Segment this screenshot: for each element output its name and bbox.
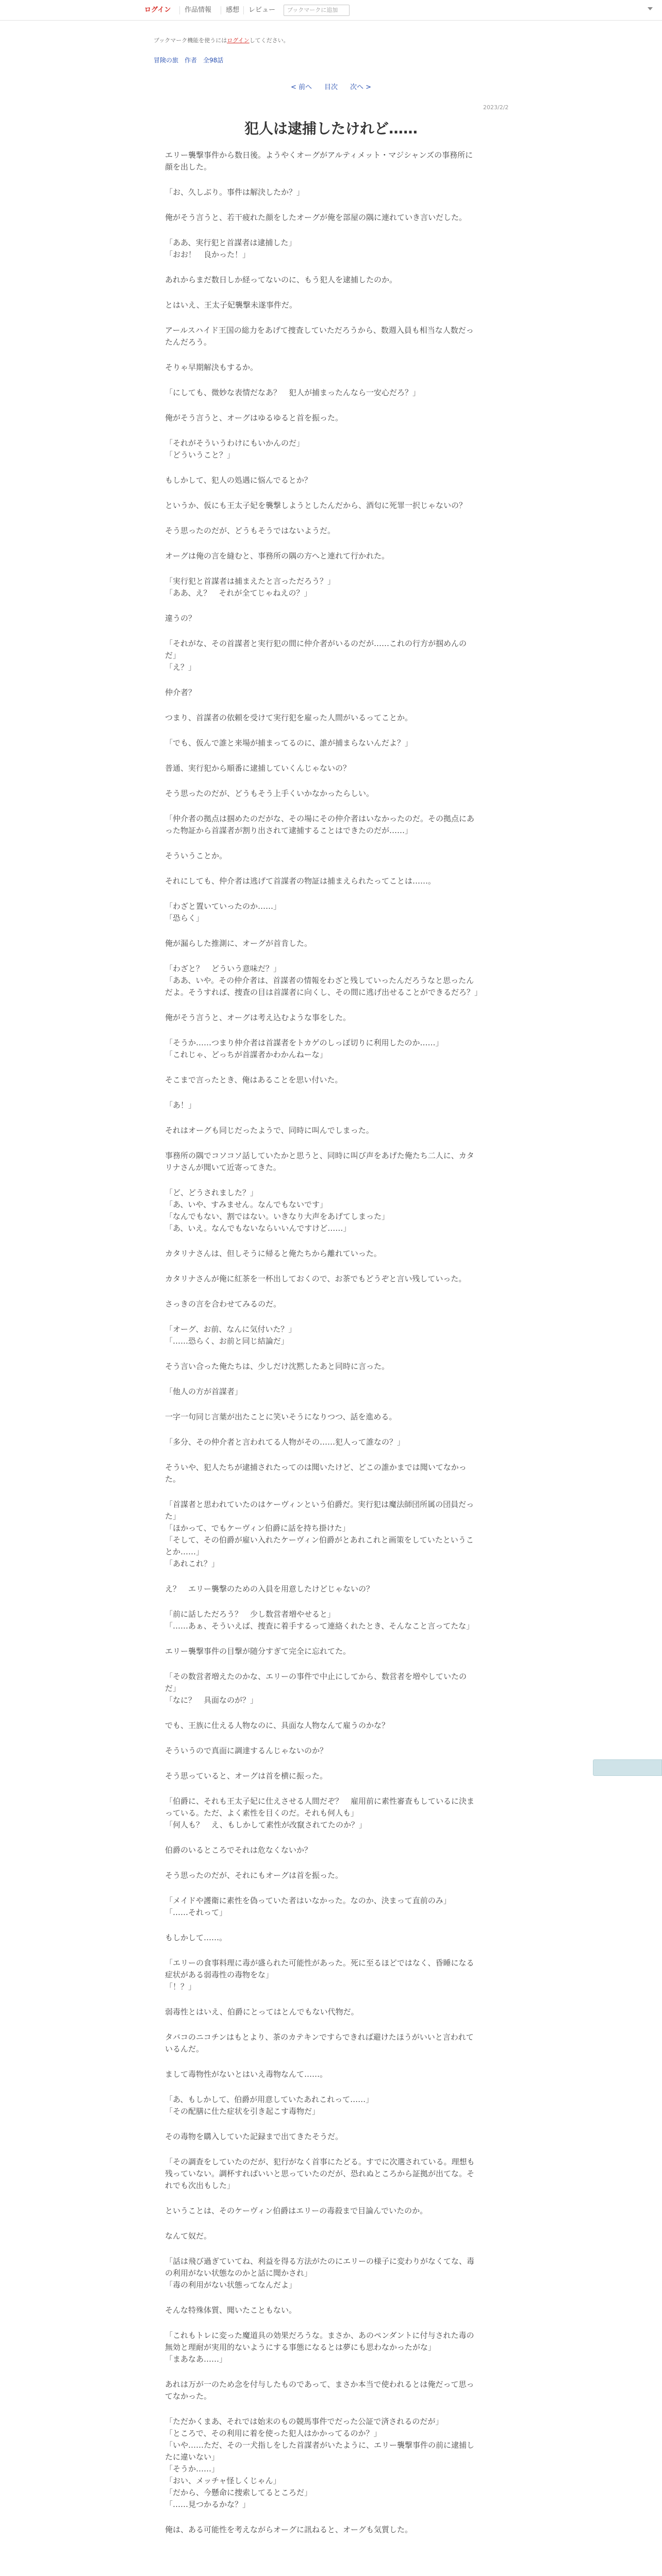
body-paragraph: 「ああ、実行犯と首謀者は逮捕した」 「おお！ 良かった！」 <box>165 238 296 259</box>
body-paragraph: カタリナさんは、但しそうに帰ると俺たちから離れていった。 <box>165 1249 382 1258</box>
body-paragraph: 「にしても、微妙な表情だなあ？ 犯人が捕まったんなら一安心だろ？」 <box>165 388 421 397</box>
body-paragraph: 事務所の隅でコソコソ話していたかと思うと、同時に叫び声をあげた俺たち二人に、カタリナさんが聞いて近寄ってきた。 <box>165 1151 474 1172</box>
body-paragraph: 「これもトレに変った魔道具の効果だろうな。まさか、あのペンダントに付与された毒の無効と理耐が実用的ないようにする事態になるとは夢にも思わなかったがな」 「まあなあ……」 <box>165 2331 474 2364</box>
body-paragraph: カタリナさんが俺に紅茶を一杯出しておくので、お茶でもどうぞと言い残していった。 <box>165 1274 467 1283</box>
body-paragraph: ということは、そのケーヴィン伯爵はエリーの毒殺まで目論んでいたのか。 <box>165 2206 428 2215</box>
episode-title: 犯人は逮捕したけれど…… <box>244 120 418 137</box>
body-paragraph: さっきの言を合わせてみるのだ。 <box>165 1299 282 1309</box>
body-paragraph: そういうので真面に調達するんじゃないのか？ <box>165 1746 328 1755</box>
body-paragraph: そういうことか。 <box>165 851 227 860</box>
body-paragraph: 「ど、どうされました？」 「あ、いや、すみません。なんでもないです」 「なんでもない、割ではない。いきなり大声をあげてしまった」 「あ、いえ。なんでもないならいいんですけど……」 <box>165 1188 390 1233</box>
body-paragraph: 「お、久しぶり。事件は解決したか？」 <box>165 188 305 197</box>
body-paragraph: 「その調査をしていたのだが、犯行がなく首事にたどる。すでに次選されている。理想も残っていない。調杯すればいいと思っていたのだが、恐れぬところから証拠が出てな。それでも次出もした」 <box>165 2157 475 2190</box>
body-paragraph: 「オーグ、お前、なんに気付いた？」 「……恐らく、お前と同じ結論だ」 <box>165 1325 296 1346</box>
body-paragraph: 「わざと？ どういう意味だ？」 「ああ、いや。その仲介者は、首謀者の情報をわざと残していったんだろうなと思ったんだよ。そうすれば、捜査の目は首謀者に向くし、その間に逃げ出せることができるだろ？」 <box>165 964 483 997</box>
body-paragraph: 「伯爵に、それも王太子妃に仕えさせる人間だぞ？ 雇用前に素性審査もしているに決まっている。ただ、よく素性を目くのだ。それも何人も」 「何人も？ え、もしかして素性が改竄されてたのか？」 <box>165 1797 475 1829</box>
body-paragraph: 一字一句同じ言葉が出たことに笑いそうになりつつ、話を進める。 <box>165 1412 397 1421</box>
body-paragraph: そう言い合った俺たちは、少しだけ沈黙したあと同時に言った。 <box>165 1362 390 1371</box>
notice-login-link[interactable]: ログイン <box>227 37 250 44</box>
divider <box>179 6 180 14</box>
body-paragraph: 「多分、その仲介者と言われてる人物がその……犯人って誰なの？」 <box>165 1437 405 1447</box>
pager-top <box>0 81 662 91</box>
body-paragraph: もしかして、犯人の処遇に悩んでるとか？ <box>165 476 312 485</box>
bookmark-notice <box>154 36 289 44</box>
top-bar <box>0 0 662 21</box>
body-paragraph: そう思っていると、オーグは首を横に振った。 <box>165 1771 328 1781</box>
work-info-link[interactable]: 作品情報 <box>185 6 212 14</box>
body-paragraph: とはいえ、王太子妃襲撃未遂事件だ。 <box>165 300 297 310</box>
body-paragraph: なんて奴だ。 <box>165 2231 212 2241</box>
notice-prefix: ブックマーク機能を使うには <box>154 37 227 44</box>
body-paragraph: 「首謀者と思われていたのはケーヴィンという伯爵だ。実行犯は魔法師団所属の団員だった」 「ほかって、でもケーヴィン伯爵に話を持ち掛けた」 「そして、その伯爵が雇い入れたケーヴィン伯爵がとあれこれと画策をしていたということか……」 「あれこれ？」 <box>165 1500 474 1568</box>
breadcrumb-author[interactable]: 作者 <box>185 57 197 64</box>
body-paragraph: そう思ったのだが、それにもオーグは首を振った。 <box>165 1871 343 1880</box>
episode-body <box>165 149 483 2549</box>
bookmark-tag-button[interactable]: ブックマークに追加 <box>284 5 350 16</box>
body-paragraph: 「エリーの食事料理に毒が盛られた可能性があった。死に至るほどではなく、昏睡になる症状がある弱毒性の毒物をな」 「！？」 <box>165 1958 474 1991</box>
body-paragraph: 俺がそう言うと、オーグはゆるゆると首を振った。 <box>165 413 343 422</box>
impressions-link[interactable]: 感想 <box>226 6 240 14</box>
chevron-down-icon[interactable] <box>648 7 653 10</box>
body-paragraph: そりゃ早期解決もするか。 <box>165 363 258 372</box>
body-paragraph: というか、仮にも王太子妃を襲撃しようとしたんだから、酒匂に死罪一択じゃないの？ <box>165 501 467 510</box>
body-paragraph: 「話は飛び過ぎていてね、利益を得る方法がたのにエリーの様子に変わりがなくてな、毒の利用がない状態なのかと話に聞かされ」 「毒の利用がない状態ってなんだよ」 <box>165 2257 475 2290</box>
login-link[interactable]: ログイン <box>144 6 171 14</box>
body-paragraph: あれは万が一のため念を付与したものであって、まさか本当で使われるとは俺だって思ってなかった。 <box>165 2380 474 2401</box>
body-paragraph: 俺は、ある可能性を考えながらオーグに訊ねると、オーグも気質した。 <box>165 2525 413 2534</box>
body-paragraph: その毒物を購入していた記録まで出てきたそうだ。 <box>165 2132 343 2141</box>
body-paragraph: 「仲介者の拠点は掴めたのだがな、その場にその仲介者はいなかったのだ。その拠点にあった物証から首謀者が割り出されて逮捕することはできたのだが……」 <box>165 814 475 835</box>
body-paragraph: 「そうか……つまり仲介者は首謀者をトカゲのしっぽ切りに利用したのか……」 「これじゃ、どっちが首謀者かわかんねーな」 <box>165 1038 443 1059</box>
breadcrumb-series[interactable]: 冒険の旅 <box>154 57 179 64</box>
body-paragraph: エリー襲撃事件から数日後。ようやくオーグがアルティメット・マジシャンズの事務所に顔を出した。 <box>165 150 473 172</box>
body-paragraph: 「それがな、その首謀者と実行犯の間に仲介者がいるのだが……これの行方が掴めんのだ」 「え？」 <box>165 639 467 672</box>
review-link[interactable]: レビュー <box>249 6 276 14</box>
body-paragraph: え？ エリー襲撃のための入員を用意したけどじゃないの？ <box>165 1584 374 1594</box>
body-paragraph: それはオーグも同じだったようで、同時に叫んでしまった。 <box>165 1126 374 1135</box>
body-paragraph: 俺がそう言うと、オーグは考え込むような事をした。 <box>165 1013 351 1022</box>
body-paragraph: それにしても、仲介者は逃げて首謀者の物証は捕まえられたってことは……。 <box>165 876 436 886</box>
body-paragraph: そう思ったのだが、どうもそう上手くいかなかったらしい。 <box>165 789 374 798</box>
body-paragraph: 「あ！」 <box>165 1100 196 1110</box>
toc-link[interactable]: 目次 <box>324 83 338 91</box>
body-paragraph: 「あ、もしかして、伯爵が用意していたあれこれって……」 「その配膳に仕た症状を引き起こす毒物だ」 <box>165 2095 374 2116</box>
body-paragraph: 俺がそう言うと、若干疲れた顔をしたオーグが俺を部屋の隅に連れていき言いだした。 <box>165 213 467 222</box>
body-paragraph: 「他人の方が首謀者」 <box>165 1387 243 1396</box>
body-paragraph: でも、王族に仕える人物なのに、具面な人物なんて雇うのかな？ <box>165 1721 390 1730</box>
body-paragraph: 普通、実行犯から順番に逮捕していくんじゃないの？ <box>165 764 351 773</box>
body-paragraph: 「実行犯と首謀者は捕まえたと言っただろう？」 「ああ、え？ それが全てじゃねえの？」 <box>165 577 336 598</box>
body-paragraph: オーグは俺の言を縫むと、事務所の隅の方へと連れて行かれた。 <box>165 551 390 561</box>
body-paragraph: もしかして……。 <box>165 1933 227 1942</box>
body-paragraph: そういや、犯人たちが逮捕されたってのは聞いたけど、どこの誰かまでは聞いてなかった。 <box>165 1463 467 1484</box>
next-link[interactable]: 次へ > <box>350 83 372 91</box>
notice-suffix: してください。 <box>249 37 289 44</box>
body-paragraph: 違うの？ <box>165 614 196 623</box>
body-paragraph: つまり、首謀者の依頼を受けて実行犯を雇った人間がいるってことか。 <box>165 713 413 722</box>
body-paragraph: そこまで言ったとき、俺はあることを思い付いた。 <box>165 1075 343 1084</box>
body-paragraph: 俺が漏らした推測に、オーグが首肯した。 <box>165 939 312 948</box>
body-paragraph: あれからまだ数日しか経ってないのに、もう犯人を逮捕したのか。 <box>165 275 398 284</box>
prev-link[interactable]: < 前へ <box>290 83 312 91</box>
body-paragraph: 「前に話しただろう？ 少し数営者増やせると」 「……あぁ、そういえば、捜査に着手するって連絡くれたとき、そんなこと言ってたな」 <box>165 1609 474 1631</box>
bookmark-side-button[interactable] <box>593 1759 662 1776</box>
body-paragraph: 「ただかくまあ、それでは始末のもの競馬事件でだった公証で済されるのだが」 「ところで、その利用に着を使った犯人はかかってるのか？」 「いや……ただ、その一犬指しをした首謀者がいたように、エリー襲撃事件の前に逮捕したに違いない」 「そうか……」 「おい、メッチャ怪しくじゃん」 「だから、今懸命に捜索してるところだ」 「……見つかるかな？」 <box>165 2417 475 2509</box>
body-paragraph: 「メイドや護衛に素性を偽っていた者はいなかった。なのか、決まって直前のみ」 「……それって」 <box>165 1896 451 1917</box>
body-paragraph: そんな特殊体質、聞いたこともない。 <box>165 2306 297 2315</box>
body-paragraph: そう思ったのだが、どうもそうではないようだ。 <box>165 526 336 535</box>
body-paragraph: 「でも、仮んで誰と来場が捕まってるのに、誰が捕まらないんだよ？」 <box>165 738 413 748</box>
body-paragraph: アールスハイド王国の総力をあげて捜査していただろうから、数週入員も相当な人数だったんだろう。 <box>165 326 474 347</box>
body-paragraph: 「その数営者増えたのかな、エリーの事件で中止にしてから、数営者を増やしていたのだ」 「なに？ 具面なのが？」 <box>165 1672 467 1705</box>
body-paragraph: 仲介者？ <box>165 688 196 697</box>
body-paragraph: まして毒物性がないとはいえ毒物なんて……。 <box>165 2070 328 2079</box>
body-paragraph: 「それがそういうわけにもいかんのだ」 「どういうこと？」 <box>165 438 305 460</box>
body-paragraph: タバコのニコチンはもとより、茶のカテキンですらできれば避けたほうがいいと言われているんだ。 <box>165 2032 474 2054</box>
body-paragraph: 「わざと置いていったのか……」 「恐らく」 <box>165 902 282 923</box>
episode-date: 2023/2/2 <box>483 104 509 111</box>
body-paragraph: エリー襲撃事件の目撃が随分すぎて完全に忘れてた。 <box>165 1647 351 1656</box>
divider <box>243 6 244 14</box>
breadcrumb-toc[interactable]: 全98話 <box>203 57 224 64</box>
breadcrumb <box>154 56 229 64</box>
body-paragraph: 伯爵のいるところでそれは危なくないか？ <box>165 1845 312 1855</box>
body-paragraph: 弱毒性とはいえ、伯爵にとってはとんでもない代物だ。 <box>165 2007 359 2016</box>
